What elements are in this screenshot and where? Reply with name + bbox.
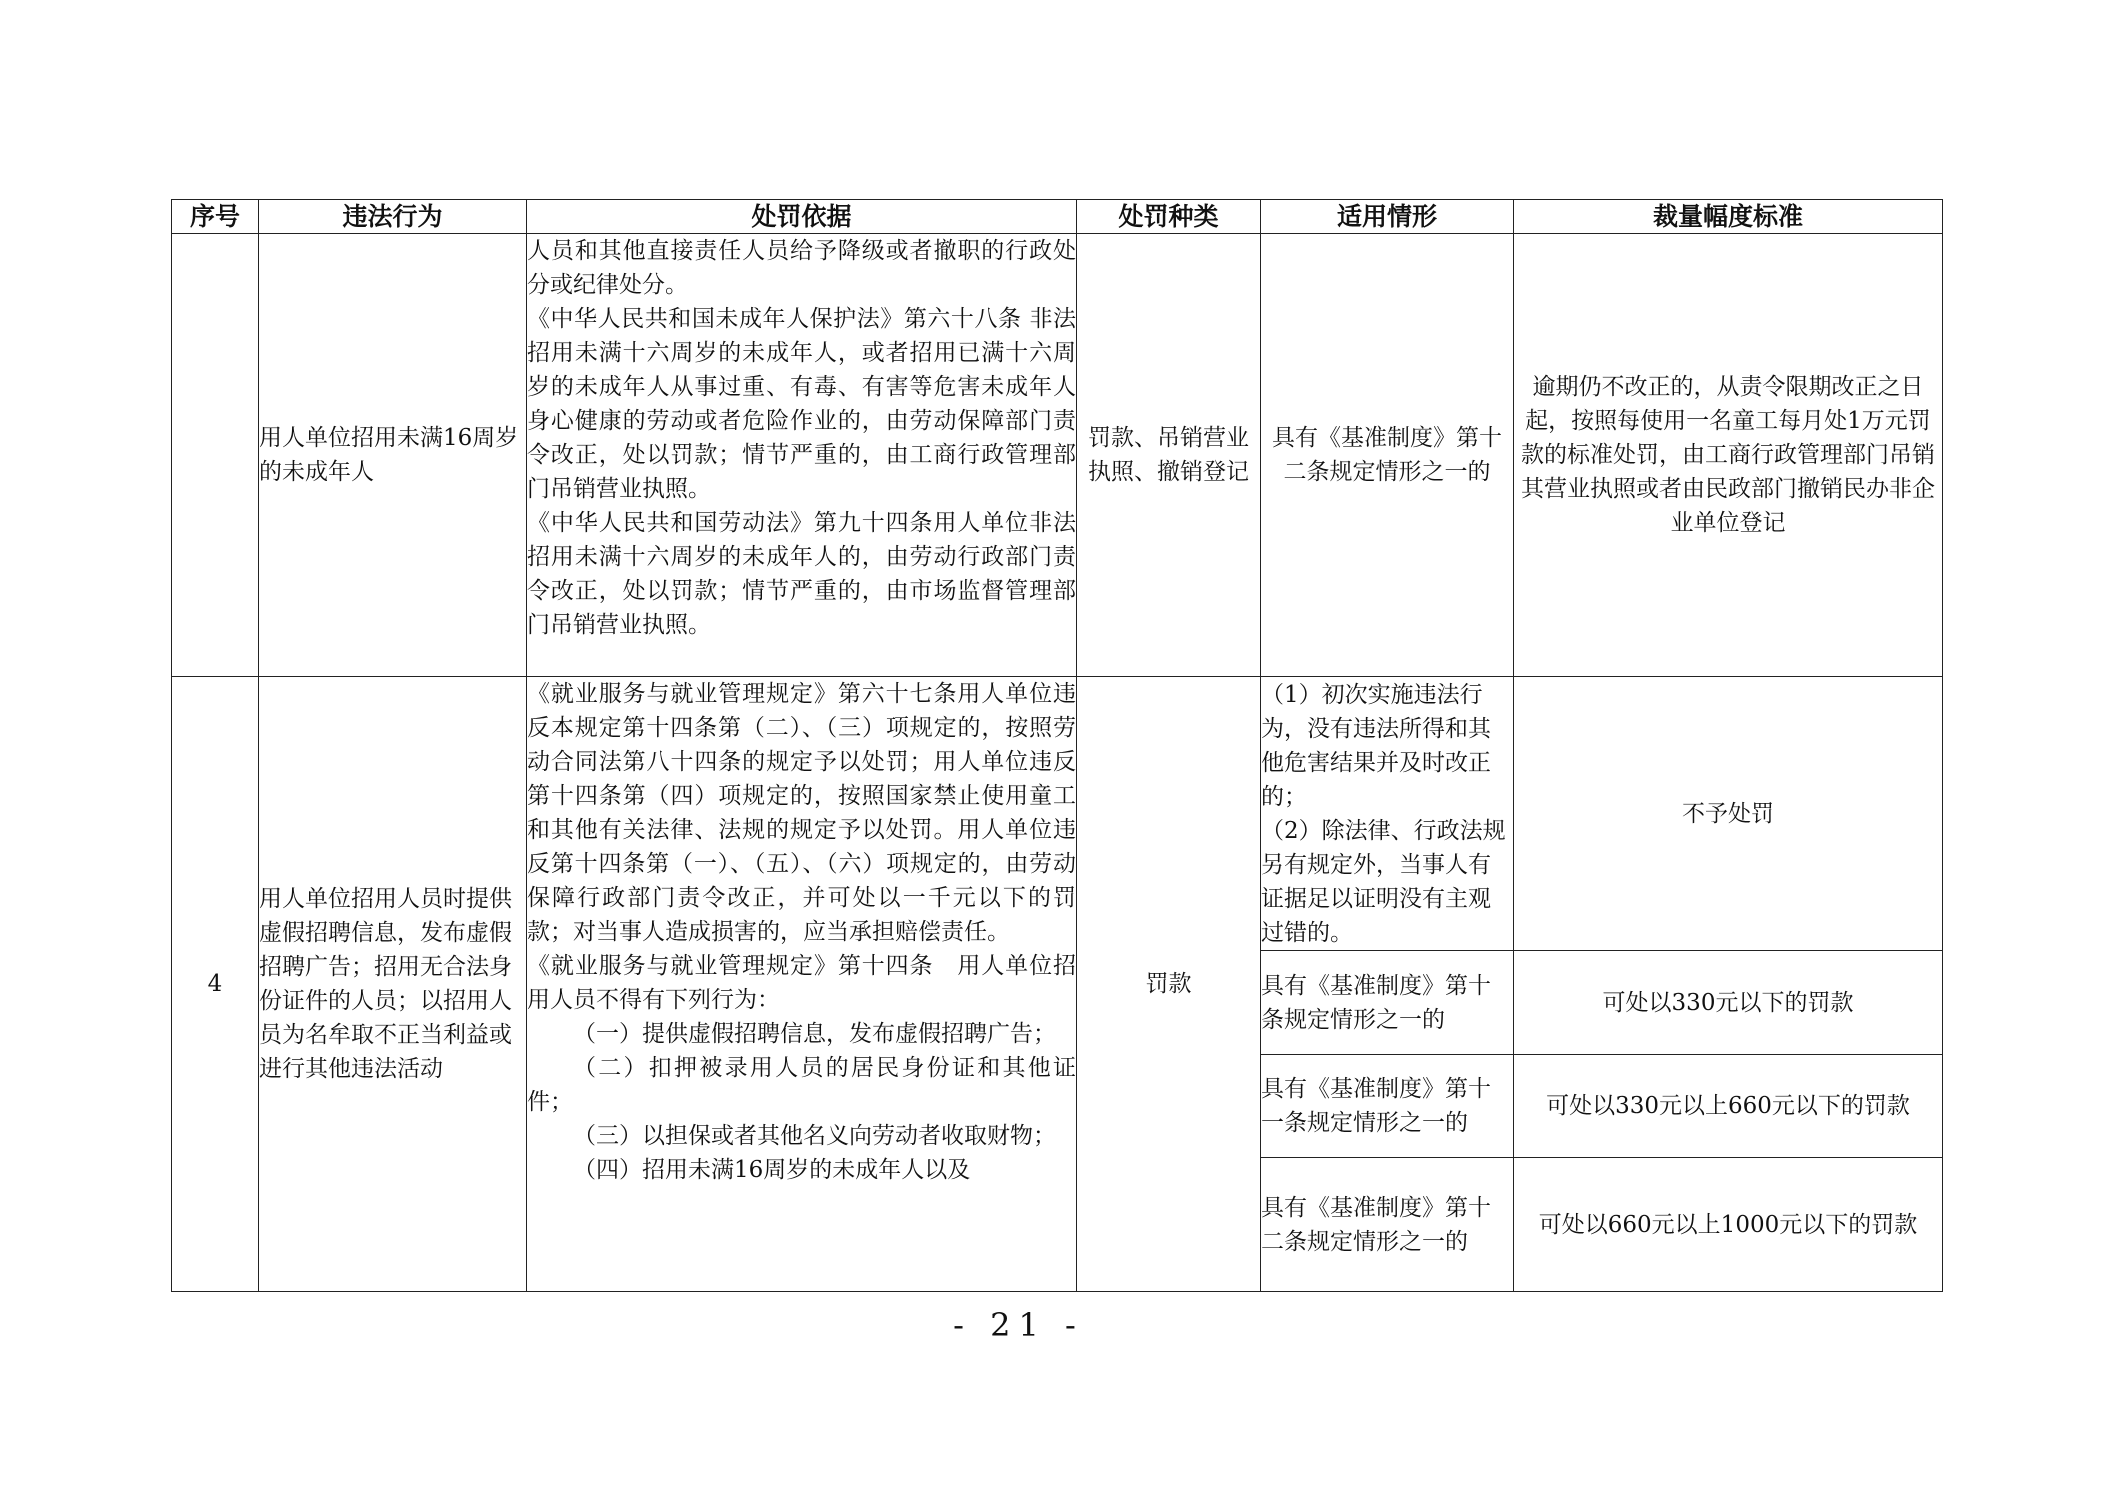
basis-paragraph: 《就业服务与就业管理规定》第六十七条用人单位违反本规定第十四条第（二）、（三）项规定的，按照劳动合同法第八十四条的规定予以处罚；用人单位违反第十四条第（四）项规定的，按照国家禁止使用童工和其他有关法律、法规的规定予以处罚。用人单位违反第十四条第（一）、（五）、（六）项规定的，由劳动保障行政部门责令改正，并可处以一千元以下的罚款；对当事人造成损害的，应当承担赔偿责任。	[527, 681, 1076, 945]
table-header-row	[172, 200, 1943, 234]
basis-paragraph: 《中华人民共和国未成年人保护法》第六十八条 非法招用未满十六周岁的未成年人，或者招用已满十六周岁的未成年人从事过重、有毒、有害等危害未成年人身心健康的劳动或者危险作业的，由劳动保障部门责令改正，处以罚款；情节严重的，由工商行政管理部门吊销营业执照。	[527, 306, 1076, 502]
penalty-type-cell: 罚款、吊销营业执照、撤销登记	[1077, 234, 1261, 677]
serial-cell	[172, 234, 259, 677]
penalty-discretion-table	[171, 199, 1943, 1292]
header-applicable-situation: 适用情形	[1261, 200, 1514, 234]
basis-paragraph: 人员和其他直接责任人员给予降级或者撤职的行政处分或纪律处分。	[527, 238, 1076, 298]
situation-cell: 具有《基准制度》第十二条规定情形之一的	[1261, 1158, 1514, 1292]
table-row	[172, 677, 1943, 951]
page-number: - 21 -	[953, 1306, 1084, 1344]
header-violation: 违法行为	[259, 200, 527, 234]
header-discretion-standard: 裁量幅度标准	[1514, 200, 1943, 234]
basis-item: （一）提供虚假招聘信息，发布虚假招聘广告；	[573, 1021, 1056, 1047]
basis-item: （二）扣押被录用人员的居民身份证和其他证件；	[527, 1055, 1076, 1115]
standard-cell: 不予处罚	[1514, 677, 1943, 951]
basis-paragraph: 《中华人民共和国劳动法》第九十四条用人单位非法招用未满十六周岁的未成年人的，由劳动行政部门责令改正，处以罚款；情节严重的，由市场监督管理部门吊销营业执照。	[527, 510, 1076, 638]
penalty-basis-cell	[527, 234, 1077, 677]
standard-cell: 逾期仍不改正的，从责令限期改正之日起，按照每使用一名童工每月处1万元罚款的标准处罚，由工商行政管理部门吊销其营业执照或者由民政部门撤销民办非企业单位登记	[1514, 234, 1943, 677]
basis-item: （四）招用未满16周岁的未成年人以及	[573, 1157, 971, 1183]
standard-cell: 可处以660元以上1000元以下的罚款	[1514, 1158, 1943, 1292]
situation-cell: 具有《基准制度》第十二条规定情形之一的	[1261, 234, 1514, 677]
header-penalty-type: 处罚种类	[1077, 200, 1261, 234]
standard-cell: 可处以330元以上660元以下的罚款	[1514, 1055, 1943, 1158]
header-penalty-basis: 处罚依据	[527, 200, 1077, 234]
situation-line: （2）除法律、行政法规另有规定外，当事人有证据足以证明没有主观过错的。	[1261, 817, 1506, 946]
basis-paragraph: 《就业服务与就业管理规定》第十四条 用人单位招用人员不得有下列行为：	[527, 953, 1076, 1013]
serial-cell: 4	[172, 677, 259, 1292]
basis-item: （三）以担保或者其他名义向劳动者收取财物；	[573, 1123, 1056, 1149]
situation-cell: 具有《基准制度》第十条规定情形之一的	[1261, 951, 1514, 1055]
standard-cell: 可处以330元以下的罚款	[1514, 951, 1943, 1055]
penalty-basis-cell	[527, 677, 1077, 1292]
situation-cell: 具有《基准制度》第十一条规定情形之一的	[1261, 1055, 1514, 1158]
violation-cell: 用人单位招用人员时提供虚假招聘信息，发布虚假招聘广告；招用无合法身份证件的人员；以招用人员为名牟取不正当利益或进行其他违法活动	[259, 677, 527, 1292]
table-row	[172, 234, 1943, 677]
situation-line: （1）初次实施违法行为，没有违法所得和其他危害结果并及时改正的；	[1261, 681, 1491, 810]
penalty-type-cell: 罚款	[1077, 677, 1261, 1292]
violation-cell: 用人单位招用未满16周岁的未成年人	[259, 234, 527, 677]
situation-cell	[1261, 677, 1514, 951]
header-serial: 序号	[172, 200, 259, 234]
